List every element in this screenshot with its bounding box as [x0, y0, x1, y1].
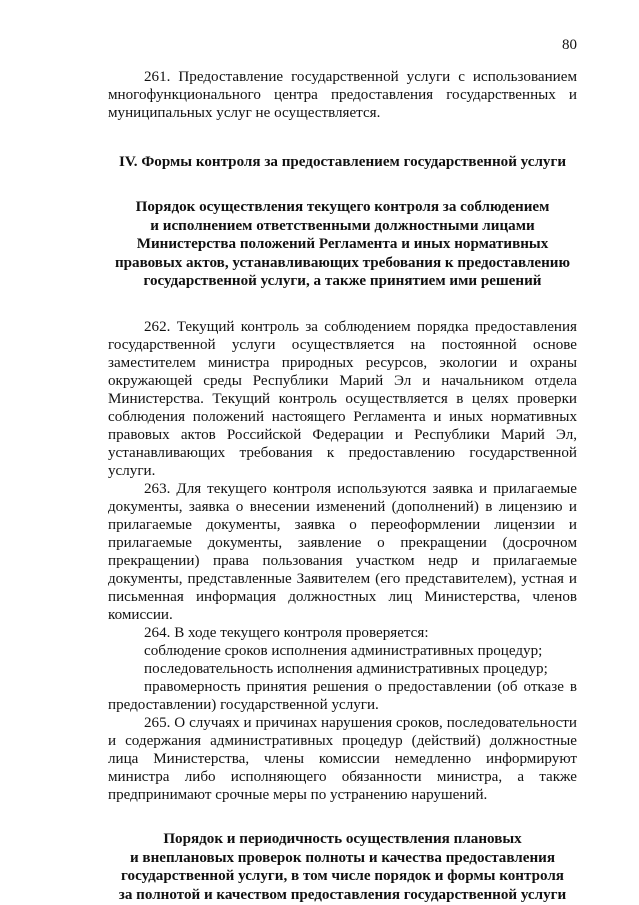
heading-line: Министерства положений Регламента и иных нормативных	[136, 236, 549, 253]
paragraph-265: 265. О случаях и причинах нарушения сроков, последовательности и содержания административных процедур (действий) должностные лица Министерства, члены комиссии немедленно информируют министра либо исполняющего обязанности министра, а также предпринимают срочные меры по устранению нарушений.	[108, 714, 577, 803]
paragraph-264: 264. В ходе текущего контроля проверяется:	[144, 624, 429, 641]
heading-line: и исполнением ответственными должностными лицами	[150, 217, 535, 234]
heading-line: правовых актов, устанавливающих требования к предоставлению	[114, 254, 571, 271]
paragraph-263: 263. Для текущего контроля используются заявка и прилагаемые документы, заявка о внесении изменений (дополнений) в лицензию и прилагаемые документы, заявка о переоформлении лицензии и прилагаемые документы, заявление о прекращении (досрочном прекращении) права пользования участком недр и прилагаемые документы, представленные Заявителем (его представителем), устная и письменная информация должностных лиц Министерства, членов комиссии.	[108, 480, 577, 623]
heading-current-control	[108, 198, 577, 291]
heading-line: Порядок осуществления текущего контроля за соблюдением	[135, 199, 550, 215]
heading-line: и внеплановых проверок полноты и качества предоставления	[129, 849, 556, 866]
paragraph-262: 262. Текущий контроль за соблюдением порядка предоставления государственной услуги осуществляется на постоянной основе заместителем министра природных ресурсов, экологии и охраны окружающей среды Республики Марий Эл и начальником отдела Министерства. Текущий контроль осуществляется в целях проверки соблюдения положений настоящего Регламента и иных нормативных правовых актов Российской Федерации и Республики Марий Эл, устанавливающих требования к предоставлению государственной услуги.	[108, 318, 577, 479]
heading-line: Порядок и периодичность осуществления плановых	[163, 830, 522, 847]
page-number: 80	[562, 37, 577, 53]
heading-line: государственной услуги, в том числе порядок и формы контроля	[121, 868, 564, 885]
list-item: соблюдение сроков исполнения административных процедур;	[144, 642, 543, 659]
heading-line: за полнотой и качеством предоставления государственной услуги	[118, 886, 567, 903]
paragraph-261: 261. Предоставление государственной услуги с использованием многофункционального центра предоставления государственных и муниципальных услуг не осуществляется.	[108, 69, 577, 121]
list-item: последовательность исполнения административных процедур;	[144, 660, 548, 677]
section-title: IV. Формы контроля за предоставлением государственной услуги	[118, 154, 567, 170]
heading-planned-checks	[108, 830, 577, 904]
page-content	[108, 68, 577, 904]
heading-line: государственной услуги, а также принятием ими решений	[143, 273, 542, 290]
paragraph-264-last: правомерность принятия решения о предоставлении (об отказе в предоставлении) государственной услуги.	[108, 678, 577, 713]
